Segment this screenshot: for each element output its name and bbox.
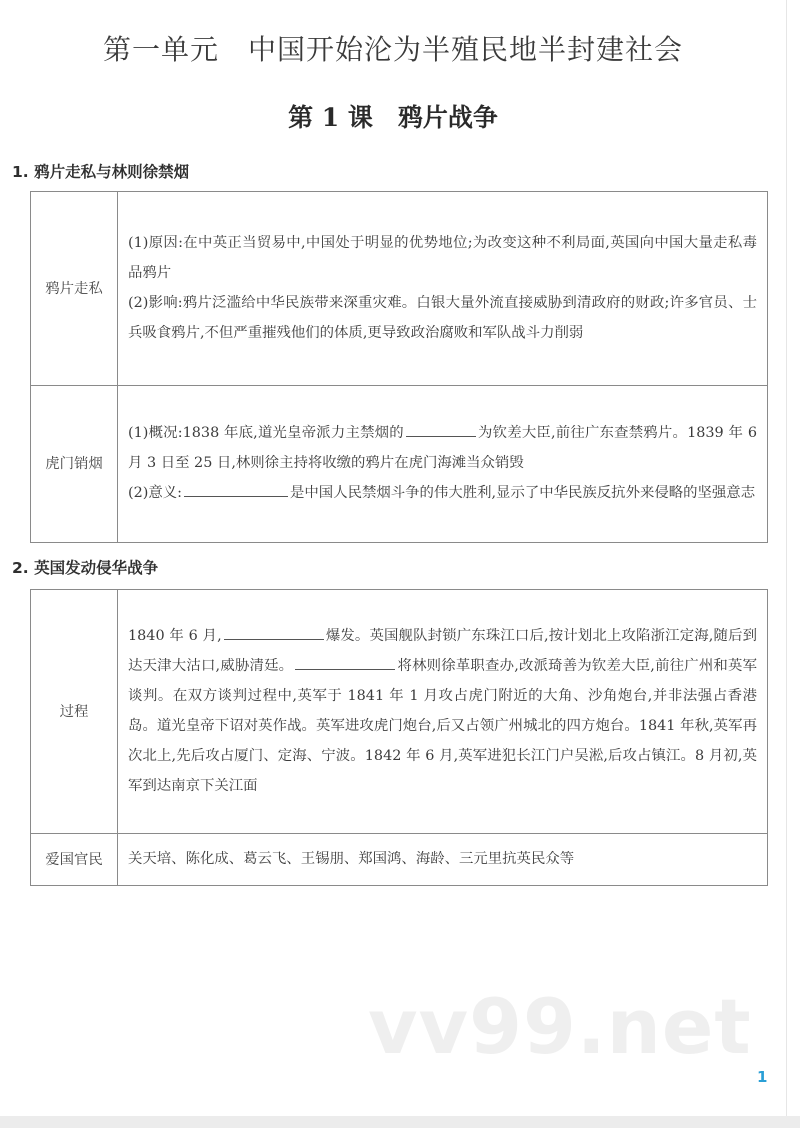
table-row <box>31 834 768 886</box>
row-label-process: 过程 <box>31 590 118 834</box>
process-paragraph <box>128 621 757 801</box>
significance-paragraph <box>128 478 757 508</box>
fill-in-blank-commissioner[interactable] <box>406 418 476 437</box>
row-content-humen-destruction <box>118 386 768 543</box>
significance-label: (2)意义: <box>128 485 183 501</box>
process-text-2: 爆发。英国舰队封锁广东珠江口后,按计划北上攻陷浙江定海,随后到达天津大沽口,威胁清廷。 <box>128 627 758 674</box>
table-british-invasion <box>30 589 768 886</box>
cause-paragraph: (1)原因:在中英正当贸易中,中国处于明显的优势地位;为改变这种不利局面,英国向中国大量走私毒品鸦片 <box>128 234 757 281</box>
fill-in-blank-significance[interactable] <box>184 478 288 497</box>
watermark: vv99.net <box>368 982 752 1071</box>
section-heading-1: 1. 鸦片走私与林则徐禁烟 <box>12 163 190 181</box>
impact-paragraph: (2)影响:鸦片泛滥给中华民族带来深重灾难。白银大量外流直接威胁到清政府的财政;许多官员、士兵吸食鸦片,不但严重摧残他们的体质,更导致政治腐败和军队战斗力削弱 <box>128 294 757 341</box>
row-label-patriotic-people: 爱国官民 <box>31 834 118 886</box>
page-number: 1 <box>757 1068 768 1086</box>
table-row <box>31 192 768 386</box>
row-content-opium-smuggling <box>118 192 768 386</box>
unit-title: 第一单元 中国开始沦为半殖民地半封建社会 <box>102 33 683 66</box>
table-opium-smuggling-and-ban <box>30 191 768 543</box>
overview-paragraph <box>128 418 757 478</box>
fill-in-blank-emperor[interactable] <box>295 651 395 670</box>
significance-text: 是中国人民禁烟斗争的伟大胜利,显示了中华民族反抗外来侵略的坚强意志 <box>290 485 756 501</box>
row-content-process <box>118 590 768 834</box>
lesson-title: 第 1 课 鸦片战争 <box>288 103 498 132</box>
process-text-1: 1840 年 6 月, <box>128 627 222 644</box>
process-text-3: 将林则徐革职查办,改派琦善为钦差大臣,前往广州和英军谈判。在双方谈判过程中,英军于 1841 年 1 月攻占虎门附近的大角、沙角炮台,并非法强占香港岛。道光皇帝下诏对英作战。英军进攻虎门炮台,后又占领广州城北的四方炮台。1841 年秋,英军再次北上,先后攻占厦门、定海、宁波。1842 年 6 月,英军进犯长江门户吴淞,后攻占镇江。8 月初,英军到达南京下关江面 <box>128 657 758 794</box>
table-row <box>31 590 768 834</box>
overview-text-after-blank: 为钦差大臣,前往广东查禁鸦片。1839 年 6 月 3 日至 25 日,林则徐主持将收缴的鸦片在虎门海滩当众销毁 <box>128 425 757 471</box>
row-label-opium-smuggling: 鸦片走私 <box>31 192 118 386</box>
fill-in-blank-war-name[interactable] <box>224 621 324 640</box>
row-label-humen-destruction: 虎门销烟 <box>31 386 118 543</box>
overview-text-before-blank: (1)概况:1838 年底,道光皇帝派力主禁烟的 <box>128 425 404 441</box>
table-row <box>31 386 768 543</box>
row-content-patriotic-people: 关天培、陈化成、葛云飞、王锡朋、郑国鸿、海龄、三元里抗英民众等 <box>118 834 768 886</box>
section-heading-2: 2. 英国发动侵华战争 <box>12 559 159 577</box>
page-bottom-edge <box>0 1116 800 1128</box>
